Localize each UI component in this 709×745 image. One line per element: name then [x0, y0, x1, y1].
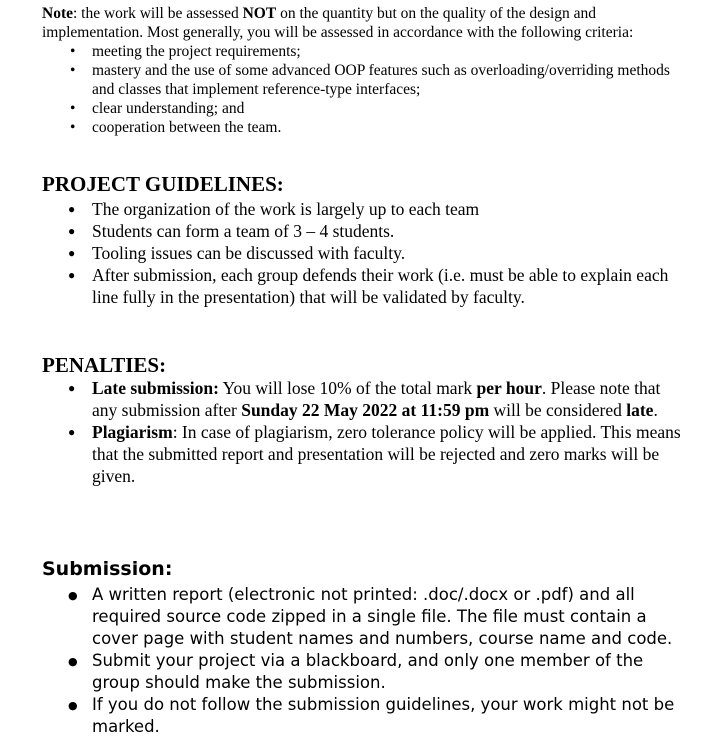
plagiarism-text: : In case of plagiarism, zero tolerance policy will be applied. This means that the submitted report and presentation will be rejected and zero marks will be given. [92, 422, 681, 486]
submission-item: ● If you do not follow the submission guidelines, your work might not be marked. [92, 694, 687, 738]
late-text-2: . Please note that any submission after [92, 378, 661, 420]
per-hour-emphasis: per hour [476, 378, 542, 398]
submission-item: ● A written report (electronic not printed: .doc/.docx or .pdf) and all required source code zipped in a single file. The file must contain a cover page with student names and numbers, course name and code. [92, 584, 687, 650]
plagiarism-label: Plagiarism [92, 422, 173, 442]
note-label: Note [42, 5, 73, 22]
guideline-item: ● Students can form a team of 3 – 4 students. [92, 220, 682, 242]
guidelines-list [92, 198, 682, 308]
guideline-item: ● Tooling issues can be discussed with faculty. [92, 242, 682, 264]
criteria-list [42, 42, 682, 137]
late-emphasis: late [626, 400, 654, 420]
late-text-1: You will lose 10% of the total mark [218, 378, 477, 398]
late-text-4: . [653, 400, 658, 420]
late-submission-label: Late submission: [92, 378, 219, 398]
submission-heading: Submission: [42, 558, 173, 580]
late-text-3: will be considered [489, 400, 627, 420]
criteria-item: • cooperation between the team. [92, 118, 682, 137]
guideline-item: ● After submission, each group defends their work (i.e. must be able to explain each line fully in the presentation) that will be validated by faculty. [92, 264, 682, 308]
note-paragraph [42, 4, 682, 42]
criteria-item: • meeting the project requirements; [92, 42, 682, 61]
criteria-item: • mastery and the use of some advanced OOP features such as overloading/overriding methods and classes that implement reference-type interfaces; [92, 61, 682, 99]
guideline-item: ● The organization of the work is largely up to each team [92, 198, 682, 220]
penalties-heading: PENALTIES: [42, 353, 167, 377]
criteria-item: • clear understanding; and [92, 99, 682, 118]
note-text-b: on the quantity but on the quality of the design and implementation. Most generally, you will be assessed in accordance with the following criteria: [42, 5, 634, 41]
penalties-list [92, 377, 682, 487]
submission-item: ● Submit your project via a blackboard, and only one member of the group should make the submission. [92, 650, 687, 694]
note-not: NOT [242, 5, 277, 22]
late-submission-item [92, 377, 682, 421]
submission-list [92, 584, 687, 738]
guidelines-heading: PROJECT GUIDELINES: [42, 172, 284, 196]
note-text-a: : the work will be assessed [73, 5, 243, 22]
deadline: Sunday 22 May 2022 at 11:59 pm [241, 400, 490, 420]
note-section [42, 4, 682, 137]
plagiarism-item [92, 421, 682, 487]
